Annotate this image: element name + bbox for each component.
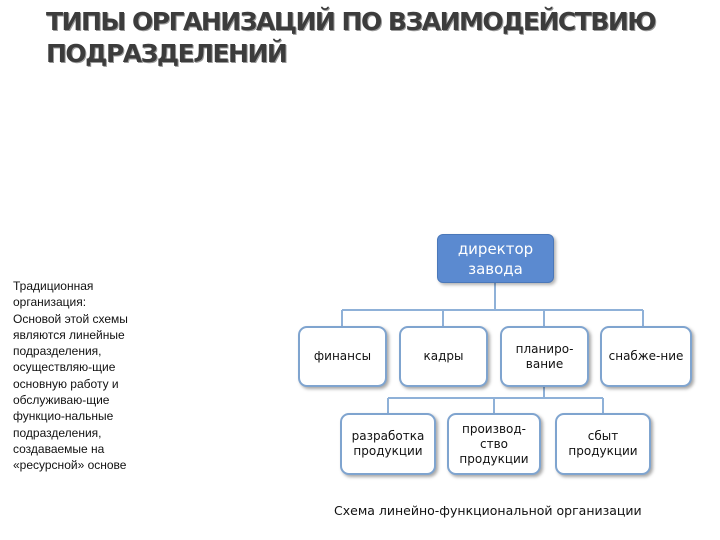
- description-line: являются линейные: [13, 327, 125, 342]
- director-label-line: директор: [457, 239, 534, 258]
- personnel-box: [399, 326, 488, 387]
- diagram-caption: Схема линейно-функциональной организации: [334, 503, 642, 518]
- development-label-line: продукции: [353, 444, 423, 458]
- finance-label: финансы: [313, 349, 372, 363]
- supply-box: [600, 326, 692, 387]
- description-line: функцио-нальные: [13, 409, 114, 424]
- description-line: обслуживаю-щие: [13, 393, 110, 408]
- slide-title-line-1: ТИПЫ ОРГАНИЗАЦИЙ ПО ВЗАИМОДЕЙСТВИЮ: [46, 7, 656, 36]
- sales-label-line: продукции: [568, 444, 638, 458]
- description-line: создаваемые на: [13, 441, 105, 456]
- description-line: «ресурсной» основе: [13, 458, 127, 473]
- description-line: осуществляю-щие: [13, 360, 116, 375]
- description-line: основную работу и: [13, 376, 119, 391]
- director-box: [437, 234, 554, 283]
- description-line: организация:: [13, 295, 87, 310]
- planning-label-line: планиро-: [515, 341, 574, 356]
- supply-label: снабже-ние: [608, 349, 684, 363]
- description-line: подразделения,: [13, 425, 102, 440]
- finance-box: [298, 326, 387, 387]
- development-box: [340, 413, 436, 475]
- slide-title-line-2: ПОДРАЗДЕЛЕНИЙ: [46, 39, 287, 68]
- development-label-line: разработка: [351, 429, 425, 443]
- sales-label-line: сбыт: [587, 429, 619, 443]
- sales-box: [555, 413, 651, 475]
- planning-label-line: вание: [525, 356, 564, 371]
- description-line: Основой этой схемы: [13, 311, 128, 326]
- production-label-line: продукции: [459, 451, 529, 466]
- description-line: Традиционная: [13, 279, 94, 293]
- director-label-line: завода: [468, 259, 523, 278]
- personnel-label: кадры: [423, 349, 464, 363]
- planning-box: [500, 326, 589, 387]
- description-line: подразделения,: [13, 344, 102, 359]
- production-box: [447, 413, 541, 475]
- production-label-line: производ-: [461, 421, 527, 436]
- production-label-line: ство: [479, 436, 508, 451]
